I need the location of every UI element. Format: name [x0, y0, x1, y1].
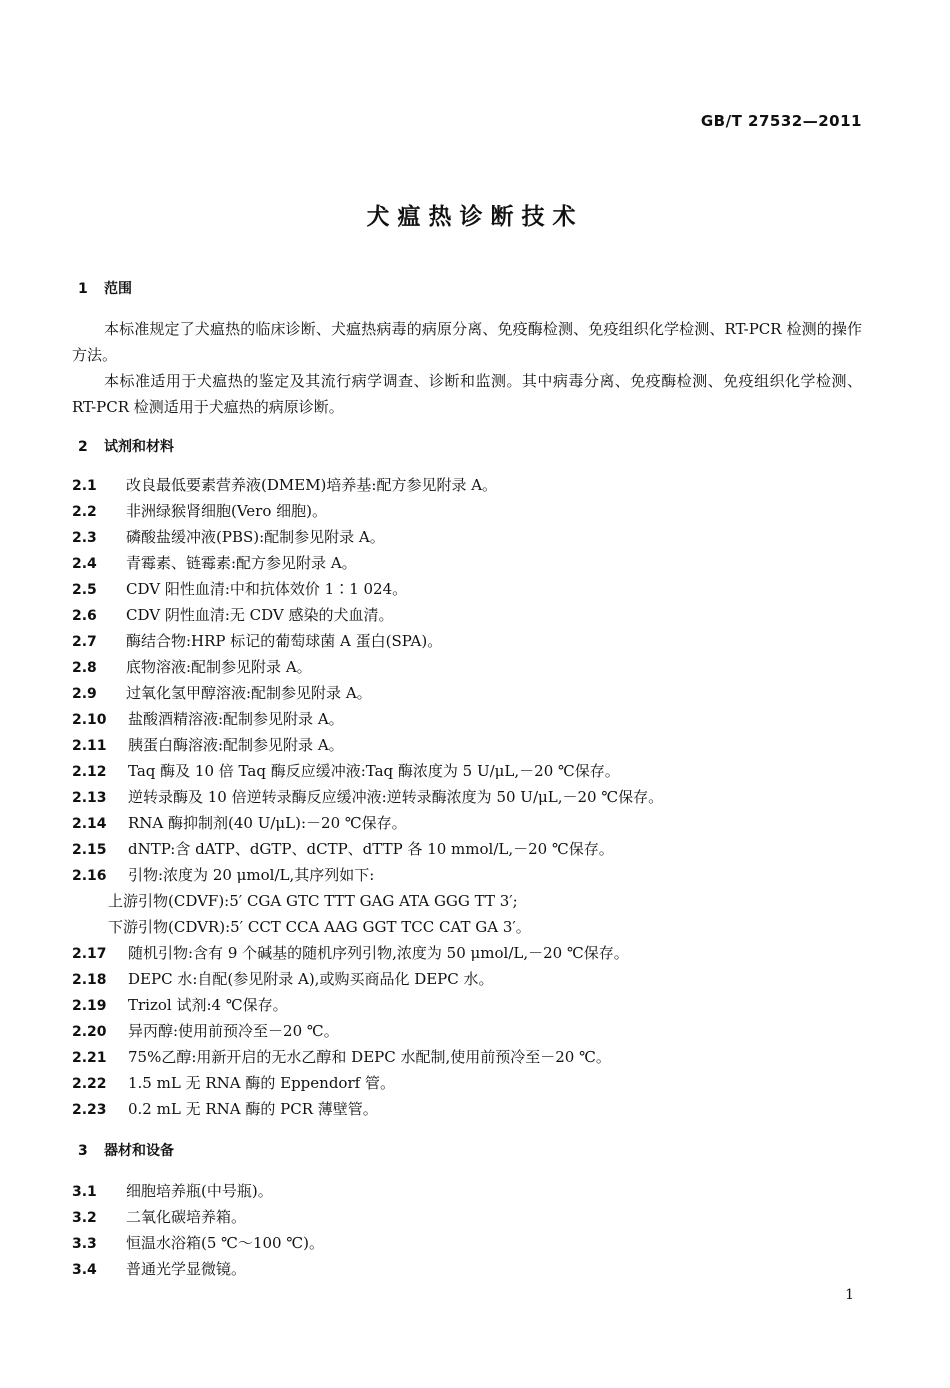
item-text: 恒温水浴箱(5 ℃～100 ℃)。 [126, 1234, 324, 1252]
section-number: 2 [78, 439, 88, 455]
item-text: 改良最低要素营养液(DMEM)培养基:配方参见附录 A。 [126, 476, 498, 494]
list-item [72, 1098, 892, 1119]
list-item [72, 1020, 892, 1041]
list-item [72, 1206, 892, 1227]
list-item [72, 552, 892, 573]
item-text: CDV 阳性血清:中和抗体效价 1∶1 024。 [126, 580, 408, 598]
item-number: 2.3 [72, 530, 97, 546]
item-number: 2.23 [72, 1102, 107, 1118]
item-number: 2.22 [72, 1076, 107, 1092]
item-text: CDV 阴性血清:无 CDV 感染的犬血清。 [126, 606, 394, 624]
list-item [72, 630, 892, 651]
item-text: DEPC 水:自配(参见附录 A),或购买商品化 DEPC 水。 [128, 970, 494, 988]
item-number: 3.2 [72, 1210, 97, 1226]
item-text: 二氧化碳培养箱。 [126, 1208, 247, 1226]
item-number: 3.4 [72, 1262, 97, 1278]
list-item [72, 968, 892, 989]
list-item [72, 1046, 892, 1067]
list-item [72, 526, 892, 547]
section-2-heading [78, 436, 174, 456]
item-text: 随机引物:含有 9 个碱基的随机序列引物,浓度为 50 μmol/L,－20 ℃保存。 [128, 944, 629, 962]
item-number: 2.6 [72, 608, 97, 624]
item-number: 2.16 [72, 868, 107, 884]
section-number: 1 [78, 281, 88, 297]
list-item [72, 708, 892, 729]
item-text: 盐酸酒精溶液:配制参见附录 A。 [128, 710, 344, 728]
section-title: 试剂和材料 [104, 439, 174, 455]
list-item [72, 994, 892, 1015]
section-1-heading [78, 278, 132, 298]
item-text: 逆转录酶及 10 倍逆转录酶反应缓冲液:逆转录酶浓度为 50 U/μL,－20 ℃保存。 [128, 788, 664, 806]
list-item [72, 786, 892, 807]
item-text: 非洲绿猴肾细胞(Vero 细胞)。 [126, 502, 328, 520]
item-text: 底物溶液:配制参见附录 A。 [126, 658, 312, 676]
list-item [72, 1072, 892, 1093]
item-text: 过氧化氢甲醇溶液:配制参见附录 A。 [126, 684, 372, 702]
item-number: 2.7 [72, 634, 97, 650]
section-title: 器材和设备 [104, 1143, 174, 1159]
primer-forward: 上游引物(CDVF):5′ CGA GTC TTT GAG ATA GGG TT 3′; [108, 892, 518, 910]
item-number: 2.20 [72, 1024, 107, 1040]
list-item [72, 1180, 892, 1201]
item-number: 2.10 [72, 712, 107, 728]
list-item [72, 1232, 892, 1253]
list-item [72, 500, 892, 521]
list-item [72, 682, 892, 703]
item-number: 2.13 [72, 790, 107, 806]
list-item [72, 604, 892, 625]
list-item [72, 656, 892, 677]
primer-reverse: 下游引物(CDVR):5′ CCT CCA AAG GGT TCC CAT GA 3′。 [108, 918, 531, 936]
item-number: 2.19 [72, 998, 107, 1014]
list-item [72, 864, 892, 885]
item-number: 2.15 [72, 842, 107, 858]
item-number: 2.8 [72, 660, 97, 676]
item-text: 胰蛋白酶溶液:配制参见附录 A。 [128, 736, 344, 754]
list-item [72, 474, 892, 495]
list-item [72, 942, 892, 963]
item-number: 2.21 [72, 1050, 107, 1066]
list-item [72, 760, 892, 781]
item-text: 异丙醇:使用前预冷至－20 ℃。 [128, 1022, 339, 1040]
item-number: 2.14 [72, 816, 107, 832]
item-number: 2.18 [72, 972, 107, 988]
item-number: 3.3 [72, 1236, 97, 1252]
list-item [72, 812, 892, 833]
item-number: 2.4 [72, 556, 97, 572]
item-text: 青霉素、链霉素:配方参见附录 A。 [126, 554, 357, 572]
item-number: 3.1 [72, 1184, 97, 1200]
item-text: Taq 酶及 10 倍 Taq 酶反应缓冲液:Taq 酶浓度为 5 U/μL,－20 ℃保存。 [128, 762, 620, 780]
item-number: 2.17 [72, 946, 107, 962]
item-text: RNA 酶抑制剂(40 U/μL):－20 ℃保存。 [128, 814, 407, 832]
item-number: 2.11 [72, 738, 107, 754]
section-3-heading [78, 1140, 174, 1160]
item-number: 2.12 [72, 764, 107, 780]
paragraph-applicability: 本标准适用于犬瘟热的鉴定及其流行病学调查、诊断和监测。其中病毒分离、免疫酶检测、免疫组织化学检测、RT-PCR 检测适用于犬瘟热的病原诊断。 [72, 372, 862, 416]
item-text: 1.5 mL 无 RNA 酶的 Eppendorf 管。 [128, 1074, 395, 1092]
item-text: 0.2 mL 无 RNA 酶的 PCR 薄壁管。 [128, 1100, 378, 1118]
list-item [72, 838, 892, 859]
item-number: 2.2 [72, 504, 97, 520]
page-number: 1 [845, 1287, 854, 1303]
list-item [72, 734, 892, 755]
item-text: 普通光学显微镜。 [126, 1260, 247, 1278]
section-number: 3 [78, 1143, 88, 1159]
standard-code: GB/T 27532—2011 [700, 112, 862, 130]
item-number: 2.5 [72, 582, 97, 598]
item-number: 2.1 [72, 478, 97, 494]
item-text: Trizol 试剂:4 ℃保存。 [128, 996, 288, 1014]
item-text: 75%乙醇:用新开启的无水乙醇和 DEPC 水配制,使用前预冷至－20 ℃。 [128, 1048, 611, 1066]
item-number: 2.9 [72, 686, 97, 702]
document-title: 犬瘟热诊断技术 [366, 204, 584, 230]
list-item [72, 578, 892, 599]
item-text: 酶结合物:HRP 标记的葡萄球菌 A 蛋白(SPA)。 [126, 632, 443, 650]
item-text: 引物:浓度为 20 μmol/L,其序列如下: [128, 866, 375, 884]
list-item [72, 1258, 892, 1279]
item-text: dNTP:含 dATP、dGTP、dCTP、dTTP 各 10 mmol/L,－20 ℃保存。 [128, 840, 614, 858]
item-text: 细胞培养瓶(中号瓶)。 [126, 1182, 273, 1200]
paragraph-scope: 本标准规定了犬瘟热的临床诊断、犬瘟热病毒的病原分离、免疫酶检测、免疫组织化学检测、RT-PCR 检测的操作方法。 [72, 320, 862, 364]
section-title: 范围 [104, 281, 132, 297]
item-text: 磷酸盐缓冲液(PBS):配制参见附录 A。 [126, 528, 385, 546]
